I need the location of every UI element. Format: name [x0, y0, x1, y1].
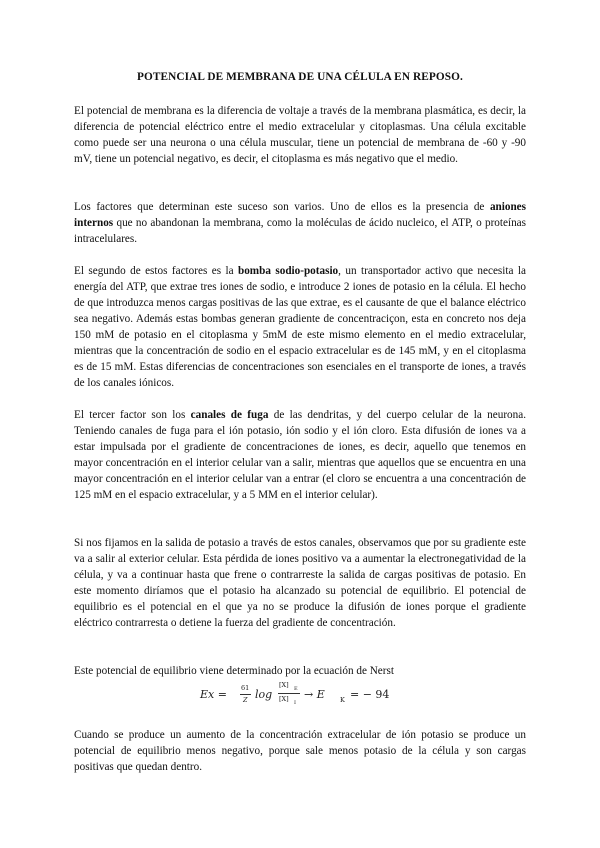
equation-coefficient-denominator: Z — [243, 696, 248, 704]
equation-log: log — [255, 688, 273, 701]
equation-ratio-numerator-subscript: E — [294, 686, 298, 692]
paragraph-sodium-potassium-pump — [74, 263, 526, 391]
paragraph-text: de las dendritas, y del cuerpo celular de la neurona. Teniendo canales de fuga para el ión potasio, ión sodio y el ión cloro. Esta difusión de iones va a estar impulsada por el gradiente de concentraciones de iones, es decir, aquello que tenemos en mayor concentración en el interior celular van a salir, mientras que aquellos que se encuentra en una mayor concentración en el interior celular van a entrar (el cloro se encuentra a una concentración de 125 mM en el espacio extracelular, y a 5 MM en el interior celular). — [74, 409, 526, 501]
equation-coefficient-numerator: 61 — [241, 684, 250, 692]
paragraph-potassium-increase — [74, 727, 526, 775]
equation-ratio-numerator: [X] — [279, 681, 289, 689]
paragraph-text: El segundo de estos factores es la — [74, 265, 238, 277]
paragraph-leak-channels — [74, 407, 526, 503]
paragraph-text: El tercer factor son los — [74, 409, 191, 421]
bold-term-internal-anions: aniones internos — [74, 201, 526, 229]
paragraph-text: El potencial de membrana es la diferencia de voltaje a través de la membrana plasmática, es decir, la diferencia de potencial eléctrico entre el medio extracelular y citoplasmas. Una célula excitable como puede ser una neurona o una célula muscular, tiene un potencial de membrana de -60 y -90 mV, tiene un potencial negativo, es decir, el citoplasma es más negativo que el medio. — [74, 105, 526, 165]
paragraph-text: , un transportador activo que necesita la energía del ATP, que extrae tres iones de sodio, e introduce 2 iones de potasio en la célula. El hecho de que introduzca menos cargas positivas de las que extrae, es el causante de que el balance eléctrico sea negativo. Además estas bombas generan gradiente de concentraciçon, esta en concreto nos deja 150 mM de potasio en el citoplasma y 5mM de este mismo elemento en el medio extracelular, mientras que la concentración de sodio en el espacio extracelular es de 145 mM, y en el citoplasma es de 15 mM. Estas diferencias de concentraciones son esenciales en el transporte de iones, a través de los canales iónicos. — [74, 265, 526, 389]
paragraph-membrane-potential — [74, 103, 526, 167]
paragraph-text: Este potencial de equilibrio viene determinado por la ecuación de Nerst — [74, 665, 394, 677]
equation-result: = − 94 — [350, 688, 390, 701]
equation-ratio-denominator: [X] — [279, 695, 289, 703]
paragraph-text: Cuando se produce un aumento de la concentración extracelular de ión potasio se produce un potencial de equilibrio menos negativo, porque sale menos potasio de la célula y son cargas positivas que quedan dentro. — [74, 729, 526, 773]
paragraph-text: que no abandonan la membrana, como la moléculas de ácido nucleico, el ATP, o proteínas intracelulares. — [74, 217, 526, 245]
document-title: POTENCIAL DE MEMBRANA DE UNA CÉLULA EN REPOSO. — [137, 71, 463, 83]
equation-ratio-denominator-subscript: I — [294, 700, 296, 706]
paragraph-text: Los factores que determinan este suceso son varios. Uno de ellos es la presencia de — [74, 201, 490, 213]
bold-term-sodium-potassium-pump: bomba sodio-potasio — [237, 265, 339, 277]
equation-e-subscript: K — [340, 696, 345, 704]
paragraph-internal-anions — [74, 199, 526, 247]
equation-lhs: Ex = — [200, 688, 227, 701]
equation-arrow: → E — [304, 688, 325, 701]
paragraph-equilibrium-potential — [74, 535, 526, 631]
equation-fraction-bar — [240, 694, 251, 695]
paragraph-nernst-intro — [74, 663, 526, 679]
equation-ratio-bar — [278, 693, 300, 694]
bold-term-leak-channels: canales de fuga — [190, 409, 269, 421]
nernst-equation — [200, 681, 440, 711]
paragraph-text: Si nos fijamos en la salida de potasio a través de estos canales, observamos que por su gradiente este va a salir al exterior celular. Esta pérdida de iones positivo va a aumentar la electronegatividad de la célula, y va a continuar hasta que frene o contrarreste la salida de cargas positivas de potasio. En este momento diríamos que el potasio ha alcanzado su potencial de equilibrio. El potencial de equilibrio es el potencial en el que ya no se produce la difusión de iones porque el gradiente eléctrico contrarresta o detiene la fuerza del gradiente de concentración. — [74, 537, 526, 629]
